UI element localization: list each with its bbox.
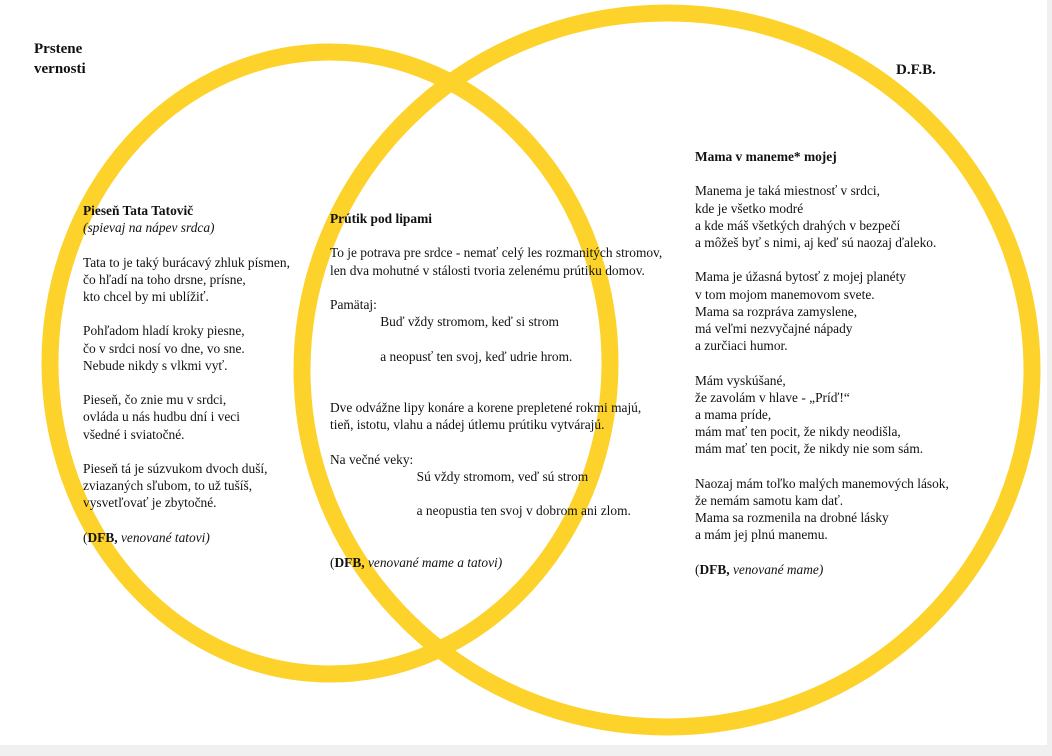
viewer-edge-right bbox=[1047, 0, 1052, 756]
poem-stanza: Mama je úžasná bytosť z mojej planéty v tom mojom manemovom svete. Mama sa rozpráva zamyslene, má veľmi nezvyčajné nápady a zurčiaci humor. bbox=[695, 269, 906, 354]
refrain-line: a neopusť ten svoj, keď udrie hrom. bbox=[380, 348, 573, 364]
poem-stanza: Pieseň, čo znie mu v srdci, ovláda u nás hudbu dní i veci všedné i sviatočné. bbox=[83, 392, 240, 442]
refrain-lead: Pamätaj: bbox=[330, 296, 381, 312]
poem-refrain bbox=[330, 451, 678, 537]
poem-stanza: Manema je taká miestnosť v srdci, kde je všetko modré a kde máš všetkých drahých v bezpečí a môžeš byť s nimi, aj keď sú naozaj ďaleko. bbox=[695, 183, 937, 250]
signature-dedication: venované mame) bbox=[732, 561, 824, 577]
left-ring-heading: Prstene vernosti bbox=[34, 41, 86, 77]
poem-title: Mama v maneme* mojej bbox=[695, 149, 837, 164]
signature-author: DFB, bbox=[334, 554, 365, 570]
refrain-line: Buď vždy stromom, keď si strom bbox=[380, 314, 559, 330]
poem-subtitle: (spievaj na nápev srdca) bbox=[83, 220, 215, 236]
refrain-line: Sú vždy stromom, veď sú strom bbox=[416, 468, 589, 484]
poem-signature: (DFB, venované mame a tatovi) bbox=[330, 554, 503, 570]
poem-refrain bbox=[330, 296, 678, 382]
signature-dedication: venované tatovi) bbox=[120, 529, 210, 545]
signature-author: DFB, bbox=[699, 561, 730, 577]
poem-stanza: Naozaj mám toľko malých manemových lások, že nemám samotu kam dať. Mama sa rozmenila na drobné lásky a mám jej plnú manemu. bbox=[695, 475, 949, 543]
signature-author: DFB, bbox=[87, 529, 118, 545]
refrain-lead: Na večné veky: bbox=[330, 451, 417, 467]
signature-dedication: venované mame a tatovi) bbox=[367, 554, 503, 570]
poem-signature: (DFB, venované tatovi) bbox=[83, 529, 210, 545]
poem-stanza: Pohľadom hladí kroky piesne, čo v srdci nosí vo dne, vo sne. Nebude nikdy s vlkmi vyť. bbox=[83, 323, 245, 373]
viewer-edge-bottom bbox=[0, 745, 1052, 756]
poem-title: Pieseň Tata Tatovič bbox=[83, 203, 194, 218]
poem-title: Prútik pod lipami bbox=[330, 211, 432, 226]
poem-middle bbox=[330, 210, 678, 571]
right-ring-heading: D.F.B. bbox=[896, 62, 936, 78]
poem-stanza: To je potrava pre srdce - nemať celý les rozmanitých stromov, len dva mohutné v stálosti tvoria zelenému prútiku domov. bbox=[330, 245, 663, 278]
poem-stanza: Mám vyskúšané, že zavolám v hlave - „Príď!“ a mama príde, mám mať ten pocit, že nikdy neodišla, mám mať ten pocit, že nikdy nie som sám. bbox=[695, 372, 924, 457]
poem-stanza: Dve odvážne lipy konáre a korene prepletené rokmi majú, tieň, istotu, vlahu a nádej útlemu prútiku vytvárajú. bbox=[330, 400, 642, 433]
poem-left bbox=[83, 202, 323, 546]
poem-stanza: Tata to je taký burácavý zhluk písmen, čo hľadí na toho drsne, prísne, kto chcel by mi ublížiť. bbox=[83, 254, 290, 304]
poem-stanza: Pieseň tá je súzvukom dvoch duší, zviazaných sľubom, to už tušíš, vysvetľovať je zbytočné. bbox=[83, 460, 268, 511]
poem-right bbox=[695, 148, 970, 578]
refrain-line: a neopustia ten svoj v dobrom ani zlom. bbox=[416, 503, 631, 519]
poem-signature: (DFB, venované mame) bbox=[695, 561, 824, 577]
